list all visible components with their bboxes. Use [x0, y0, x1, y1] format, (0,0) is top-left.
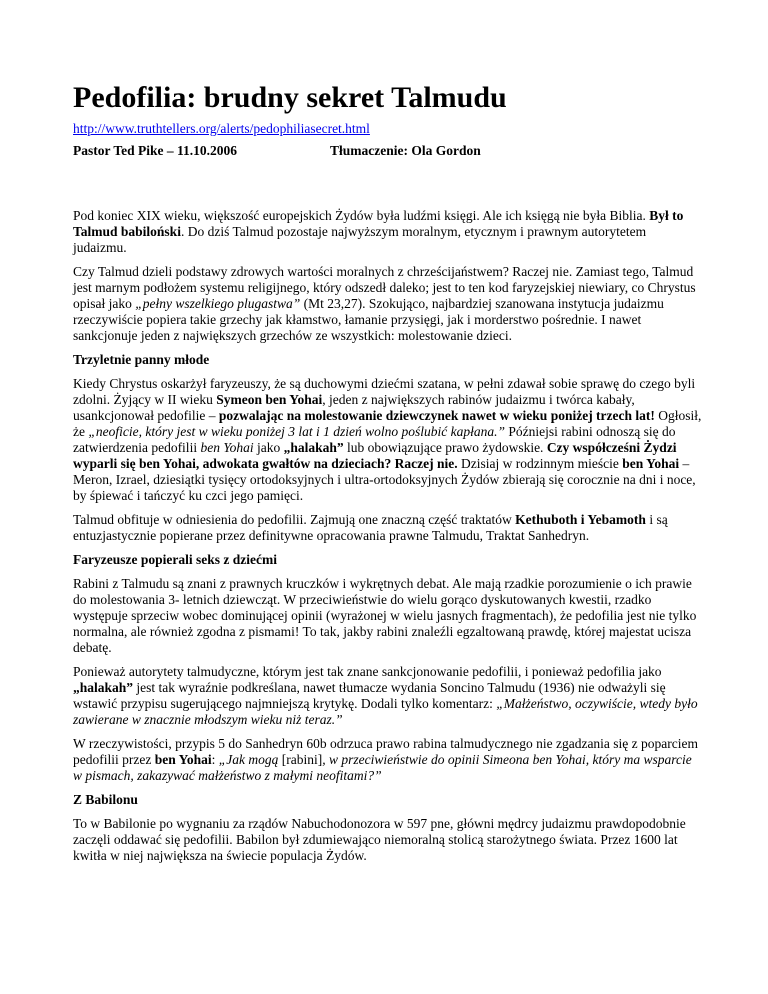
- italic-run: „pełny wszelkiego plugastwa”: [135, 296, 301, 311]
- text-run: Ogłosił, że: [73, 408, 702, 439]
- bold-run: Czy współcześni Żydzi wyparli się ben Yohai, adwokata gwałtów na dzieciach? Raczej nie.: [73, 440, 677, 471]
- text-run: Późniejsi rabini odnoszą się do zatwierdzenia pedofilii: [73, 424, 676, 455]
- italic-run: ben Yohai: [200, 440, 254, 455]
- byline: [73, 142, 703, 160]
- bold-run: Był to Talmud babiloński: [73, 208, 684, 239]
- text-run: – Meron, Izrael, dziesiątki tysięcy ortodoksyjnych i ultra-ortodoksyjnych Żydów zbierają się corocznie na dni i noce, by śpiewać i tańczyć ku czci jego pamięci.: [73, 456, 696, 503]
- text-run: jest tak wyraźnie podkreślana, nawet tłumacze wydania Soncino Talmudu (1936) nie odważyli się wstawić przypisu sugerującego najmniejszą krytykę. Dodali tylko komentarz:: [73, 680, 666, 711]
- text-run: lub obowiązujące prawo żydowskie.: [343, 440, 547, 455]
- paragraph-5: Rabini z Talmudu są znani z prawnych kruczków i wykrętnych debat. Ale mają rzadkie porozumienie o ich prawie do molestowania 3- letnich dziewcząt. W przeciwieństwie do wielu gorąco dyskutowanych kwestii, rzadko występuje sprzeciw wobec dominującej opinii (wyrażonej w wielu jasnych fragmentach), że pedofilia jest nie tylko normalna, ale również zgodna z pismami! To tak, jakby rabini znaleźli egzaltowaną prawdę, której majestat ucisza debatę.: [73, 576, 697, 655]
- paragraph-6: [73, 664, 703, 728]
- text-run: W rzeczywistości, przypis 5 do Sanhedryn 60b odrzuca prawo rabina talmudycznego nie zgadzania się z poparciem pedofilii przez: [73, 736, 699, 767]
- document-title: Pedofilia: brudny sekret Talmudu: [73, 81, 507, 114]
- bold-run: pozwalając na molestowanie dziewczynek nawet w wieku poniżej trzech lat!: [218, 408, 655, 423]
- text-run: . Do dziś Talmud pozostaje najwyższym moralnym, etycznym i prawnym autorytetem judaizmu.: [73, 224, 647, 255]
- source-link[interactable]: http://www.truthtellers.org/alerts/pedophiliasecret.html: [73, 121, 370, 136]
- section-heading-3: Z Babilonu: [73, 792, 138, 807]
- italic-run: „neoficie, który jest w wieku poniżej 3 lat i 1 dzień wolno poślubić kapłana.”: [88, 424, 505, 439]
- bold-run: Kethuboth i Yebamoth: [515, 512, 646, 527]
- paragraph-4: [73, 512, 703, 544]
- text-run: jako: [253, 440, 284, 455]
- text-run: (Mt 23,27). Szokująco, najbardziej szanowana instytucja judaizmu rzeczywiście popiera takie grzechy jak kłamstwo, łamanie przysięgi, jak i morderstwo pośrednie. I nawet sankcjonuje jeden z największych grzechów ze wszystkich: molestowanie dzieci.: [73, 296, 664, 343]
- text-run: Dzisiaj w rodzinnym mieście: [457, 456, 623, 471]
- paragraph-3: [73, 376, 703, 504]
- italic-run: „Jak mogą: [218, 752, 279, 767]
- paragraph-7: [73, 736, 703, 784]
- translator-credit: Tłumaczenie: Ola Gordon: [330, 143, 481, 158]
- bold-run: ben Yohai: [622, 456, 680, 471]
- paragraph-1: [73, 208, 703, 256]
- bold-run: Symeon ben Yohai: [216, 392, 323, 407]
- text-run: Pod koniec XIX wieku, większość europejskich Żydów była ludźmi księgi. Ale ich księgą nie była Biblia.: [73, 208, 650, 223]
- bold-run: ben Yohai: [154, 752, 212, 767]
- text-run: [rabini]: [278, 752, 323, 767]
- document-page: [73, 80, 703, 872]
- italic-run: , w przeciwieństwie do opinii Simeona ben Yohai, który ma wsparcie w pismach, zakazywać małżeństwo z małymi neofitami?”: [73, 752, 692, 783]
- paragraph-2: [73, 264, 703, 344]
- text-run: Talmud obfituje w odniesienia do pedofilii. Zajmują one znaczną część traktatów: [73, 512, 516, 527]
- paragraph-8: To w Babilonie po wygnaniu za rządów Nabuchodonozora w 597 pne, główni mędrcy judaizmu prawdopodobnie zaczęli oddawać się pedofilii. Babilon był zdumiewająco niemoralną stolicą starożytnego świata. Przez 1600 lat kwitła w niej największa na świecie populacja Żydów.: [73, 816, 686, 863]
- italic-run: „Małżeństwo, oczywiście, wtedy było zawierane w znacznie młodszym wieku niż teraz.”: [73, 696, 698, 727]
- text-run: , jeden z największych rabinów judaizmu i twórca kabały, usankcjonował pedofilie –: [73, 392, 635, 423]
- text-run: Ponieważ autorytety talmudyczne, którym jest tak znane sankcjonowanie pedofilii, i ponieważ pedofilia jako: [73, 664, 662, 679]
- text-run: :: [211, 752, 219, 767]
- bold-run: „halakah”: [283, 440, 344, 455]
- article-body: [73, 208, 703, 864]
- bold-run: „halakah”: [73, 680, 134, 695]
- text-run: i są entuzjastycznie popierane przez definitywne opracowania prawne Talmudu, Traktat Sanhedryn.: [73, 512, 668, 543]
- author-date: Pastor Ted Pike – 11.10.2006: [73, 143, 238, 158]
- section-heading-2: Faryzeusze popierali seks z dziećmi: [73, 552, 277, 567]
- text-run: Kiedy Chrystus oskarżył faryzeuszy, że są duchowymi dziećmi szatana, w pełni zdawał sobie sprawę do czego byli zdolni. Żyjący w II wieku: [73, 376, 696, 407]
- section-heading-1: Trzyletnie panny młode: [73, 352, 210, 367]
- text-run: Czy Talmud dzieli podstawy zdrowych wartości moralnych z chrześcijaństwem? Raczej nie. Zamiast tego, Talmud jest marnym podłożem systemu religijnego, który odszedł daleko; jest to ten kod faryzejskiej niewiary, co Chrystus opisał jako: [73, 264, 696, 311]
